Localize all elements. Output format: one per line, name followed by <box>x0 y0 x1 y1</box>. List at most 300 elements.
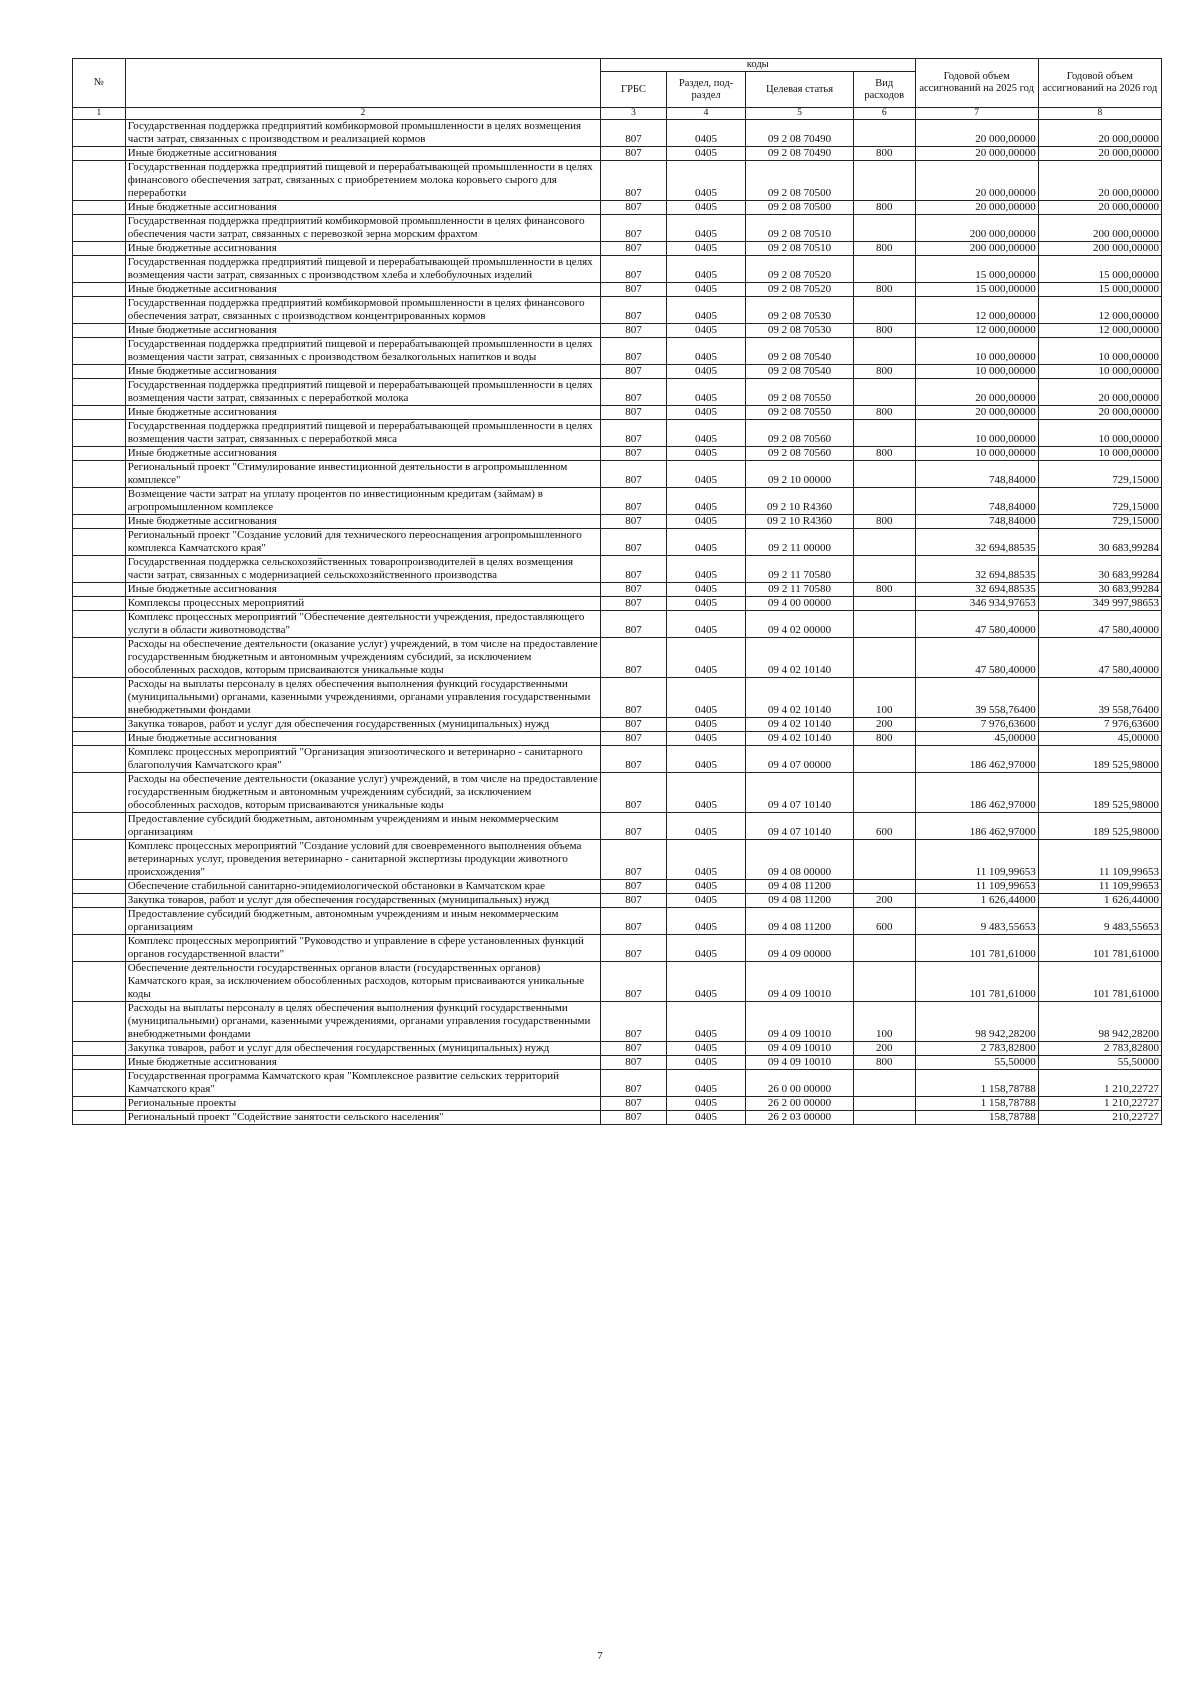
table-row <box>73 256 1162 283</box>
header-name <box>125 59 600 108</box>
cell-name: Иные бюджетные ассигнования <box>125 1056 600 1070</box>
cell-no <box>73 732 126 746</box>
cell-no <box>73 215 126 242</box>
cell-tselevaya: 09 4 02 10140 <box>746 678 854 718</box>
cell-vol-2025: 1 626,44000 <box>915 894 1038 908</box>
table-row <box>73 1042 1162 1056</box>
cell-name: Государственная поддержка предприятий комбикормовой промышленности в целях возмещения части затрат, связанных с производством и реализацией кормов <box>125 120 600 147</box>
cell-razdel: 0405 <box>666 201 745 215</box>
cell-vol-2025: 2 783,82800 <box>915 1042 1038 1056</box>
cell-tselevaya: 09 4 08 11200 <box>746 908 854 935</box>
table-row <box>73 583 1162 597</box>
cell-vid <box>853 962 915 1002</box>
cell-vid <box>853 1070 915 1097</box>
cell-no <box>73 678 126 718</box>
cell-vol-2026: 30 683,99284 <box>1038 583 1161 597</box>
cell-vid <box>853 379 915 406</box>
cell-no <box>73 894 126 908</box>
cell-vid <box>853 597 915 611</box>
cell-razdel: 0405 <box>666 120 745 147</box>
cell-no <box>73 556 126 583</box>
cell-name: Иные бюджетные ассигнования <box>125 201 600 215</box>
cell-tselevaya: 09 2 08 70510 <box>746 242 854 256</box>
cell-grbs: 807 <box>600 962 666 1002</box>
cell-razdel: 0405 <box>666 283 745 297</box>
cell-tselevaya: 09 4 02 10140 <box>746 718 854 732</box>
cell-no <box>73 935 126 962</box>
cell-no <box>73 1097 126 1111</box>
cell-vol-2026: 47 580,40000 <box>1038 611 1161 638</box>
cell-razdel: 0405 <box>666 746 745 773</box>
cell-grbs: 807 <box>600 556 666 583</box>
cell-vol-2025: 748,84000 <box>915 488 1038 515</box>
cell-grbs: 807 <box>600 461 666 488</box>
cell-razdel: 0405 <box>666 840 745 880</box>
cell-razdel: 0405 <box>666 556 745 583</box>
table-row <box>73 1070 1162 1097</box>
table-row <box>73 813 1162 840</box>
cell-no <box>73 908 126 935</box>
cell-name: Обеспечение стабильной санитарно-эпидемиологической обстановки в Камчатском крае <box>125 880 600 894</box>
cell-vol-2026: 15 000,00000 <box>1038 283 1161 297</box>
table-row <box>73 773 1162 813</box>
cell-vid: 600 <box>853 908 915 935</box>
cell-vol-2025: 98 942,28200 <box>915 1002 1038 1042</box>
cell-name: Закупка товаров, работ и услуг для обеспечения государственных (муниципальных) нужд <box>125 894 600 908</box>
cell-vid: 800 <box>853 515 915 529</box>
cell-tselevaya: 09 2 08 70510 <box>746 215 854 242</box>
cell-tselevaya: 09 4 02 00000 <box>746 611 854 638</box>
cell-no <box>73 201 126 215</box>
cell-vol-2026: 10 000,00000 <box>1038 338 1161 365</box>
cell-vol-2025: 39 558,76400 <box>915 678 1038 718</box>
table-row <box>73 718 1162 732</box>
cell-vid <box>853 880 915 894</box>
cell-vid <box>853 746 915 773</box>
table-row <box>73 488 1162 515</box>
cell-vid <box>853 488 915 515</box>
cell-vid: 800 <box>853 283 915 297</box>
cell-vol-2026: 30 683,99284 <box>1038 556 1161 583</box>
cell-grbs: 807 <box>600 488 666 515</box>
cell-vol-2026: 12 000,00000 <box>1038 297 1161 324</box>
cell-vol-2026: 210,22727 <box>1038 1111 1161 1125</box>
cell-grbs: 807 <box>600 201 666 215</box>
cell-grbs: 807 <box>600 215 666 242</box>
cell-vol-2026: 7 976,63600 <box>1038 718 1161 732</box>
cell-razdel: 0405 <box>666 515 745 529</box>
cell-grbs: 807 <box>600 773 666 813</box>
cell-razdel: 0405 <box>666 638 745 678</box>
cell-vol-2026: 20 000,00000 <box>1038 379 1161 406</box>
cell-vol-2026: 45,00000 <box>1038 732 1161 746</box>
cell-tselevaya: 09 2 08 70530 <box>746 297 854 324</box>
table-row <box>73 147 1162 161</box>
cell-razdel: 0405 <box>666 379 745 406</box>
cell-no <box>73 256 126 283</box>
colnum-3: 3 <box>600 108 666 120</box>
cell-vol-2025: 346 934,97653 <box>915 597 1038 611</box>
cell-no <box>73 297 126 324</box>
cell-name: Закупка товаров, работ и услуг для обеспечения государственных (муниципальных) нужд <box>125 718 600 732</box>
cell-vid <box>853 529 915 556</box>
colnum-1: 1 <box>73 108 126 120</box>
cell-razdel: 0405 <box>666 406 745 420</box>
cell-name: Региональный проект "Создание условий для технического переоснащения агропромышленного комплекса Камчатского края" <box>125 529 600 556</box>
cell-no <box>73 420 126 447</box>
cell-vid: 800 <box>853 732 915 746</box>
colnum-2: 2 <box>125 108 600 120</box>
cell-razdel: 0405 <box>666 597 745 611</box>
cell-tselevaya: 09 2 08 70560 <box>746 420 854 447</box>
cell-vol-2025: 32 694,88535 <box>915 529 1038 556</box>
cell-no <box>73 529 126 556</box>
cell-no <box>73 324 126 338</box>
cell-vol-2025: 12 000,00000 <box>915 297 1038 324</box>
cell-vol-2025: 1 158,78788 <box>915 1097 1038 1111</box>
cell-vol-2025: 10 000,00000 <box>915 365 1038 379</box>
cell-no <box>73 147 126 161</box>
cell-name: Иные бюджетные ассигнования <box>125 283 600 297</box>
cell-razdel: 0405 <box>666 935 745 962</box>
cell-grbs: 807 <box>600 242 666 256</box>
cell-vol-2025: 101 781,61000 <box>915 962 1038 1002</box>
cell-no <box>73 161 126 201</box>
cell-no <box>73 611 126 638</box>
cell-vid: 800 <box>853 583 915 597</box>
cell-grbs: 807 <box>600 447 666 461</box>
cell-name: Иные бюджетные ассигнования <box>125 583 600 597</box>
cell-tselevaya: 09 2 08 70520 <box>746 283 854 297</box>
cell-tselevaya: 09 4 07 00000 <box>746 746 854 773</box>
cell-vol-2025: 32 694,88535 <box>915 556 1038 583</box>
cell-name: Иные бюджетные ассигнования <box>125 147 600 161</box>
cell-razdel: 0405 <box>666 611 745 638</box>
colnum-8: 8 <box>1038 108 1161 120</box>
cell-name: Региональный проект "Стимулирование инвестиционной деятельности в агропромышленном комплексе" <box>125 461 600 488</box>
cell-vid: 100 <box>853 678 915 718</box>
cell-vol-2025: 748,84000 <box>915 461 1038 488</box>
cell-vol-2026: 729,15000 <box>1038 515 1161 529</box>
cell-no <box>73 880 126 894</box>
cell-name: Возмещение части затрат на уплату процентов по инвестиционным кредитам (займам) в агропромышленном комплексе <box>125 488 600 515</box>
cell-vid: 800 <box>853 447 915 461</box>
cell-grbs: 807 <box>600 283 666 297</box>
cell-razdel: 0405 <box>666 678 745 718</box>
cell-vol-2025: 55,50000 <box>915 1056 1038 1070</box>
cell-razdel: 0405 <box>666 773 745 813</box>
cell-name: Иные бюджетные ассигнования <box>125 365 600 379</box>
cell-vol-2026: 1 210,22727 <box>1038 1097 1161 1111</box>
cell-vol-2025: 20 000,00000 <box>915 161 1038 201</box>
cell-vol-2026: 1 626,44000 <box>1038 894 1161 908</box>
cell-vid: 800 <box>853 242 915 256</box>
cell-vol-2026: 20 000,00000 <box>1038 120 1161 147</box>
table-row <box>73 447 1162 461</box>
cell-razdel: 0405 <box>666 215 745 242</box>
cell-razdel: 0405 <box>666 324 745 338</box>
cell-tselevaya: 09 2 11 70580 <box>746 583 854 597</box>
cell-vid <box>853 840 915 880</box>
cell-name: Государственная поддержка предприятий пищевой и перерабатывающей промышленности в целях возмещения части затрат, связанных с переработкой молока <box>125 379 600 406</box>
cell-name: Предоставление субсидий бюджетным, автономным учреждениям и иным некоммерческим организациям <box>125 908 600 935</box>
cell-name: Расходы на выплаты персоналу в целях обеспечения выполнения функций государственными (муниципальными) органами, казенными учреждениями, органами управления государственными внебюджетными фондами <box>125 1002 600 1042</box>
table-row <box>73 840 1162 880</box>
cell-tselevaya: 09 2 08 70490 <box>746 120 854 147</box>
cell-razdel: 0405 <box>666 461 745 488</box>
cell-vid <box>853 1111 915 1125</box>
cell-vid <box>853 256 915 283</box>
table-row <box>73 746 1162 773</box>
cell-tselevaya: 09 4 08 11200 <box>746 894 854 908</box>
table-row <box>73 461 1162 488</box>
cell-tselevaya: 09 2 10 R4360 <box>746 488 854 515</box>
cell-name: Расходы на выплаты персоналу в целях обеспечения выполнения функций государственными (муниципальными) органами, казенными учреждениями, органами управления государственными внебюджетными фондами <box>125 678 600 718</box>
cell-grbs: 807 <box>600 338 666 365</box>
cell-no <box>73 338 126 365</box>
cell-no <box>73 120 126 147</box>
table-row <box>73 611 1162 638</box>
cell-vol-2026: 189 525,98000 <box>1038 773 1161 813</box>
cell-grbs: 807 <box>600 297 666 324</box>
cell-vol-2026: 47 580,40000 <box>1038 638 1161 678</box>
header-vol-2026: Годовой объем ассигнований на 2026 год <box>1038 59 1161 108</box>
table-row <box>73 297 1162 324</box>
cell-vol-2026: 1 210,22727 <box>1038 1070 1161 1097</box>
cell-vol-2026: 11 109,99653 <box>1038 840 1161 880</box>
cell-no <box>73 1070 126 1097</box>
cell-razdel: 0405 <box>666 908 745 935</box>
cell-vol-2026: 200 000,00000 <box>1038 242 1161 256</box>
cell-razdel: 0405 <box>666 529 745 556</box>
cell-grbs: 807 <box>600 611 666 638</box>
table-row <box>73 597 1162 611</box>
cell-tselevaya: 09 2 08 70490 <box>746 147 854 161</box>
cell-vol-2025: 20 000,00000 <box>915 147 1038 161</box>
cell-razdel: 0405 <box>666 1097 745 1111</box>
cell-vid: 800 <box>853 365 915 379</box>
cell-grbs: 807 <box>600 324 666 338</box>
cell-grbs: 807 <box>600 529 666 556</box>
table-row <box>73 379 1162 406</box>
header-vol-2025: Годовой объем ассигнований на 2025 год <box>915 59 1038 108</box>
cell-grbs: 807 <box>600 746 666 773</box>
cell-vol-2025: 10 000,00000 <box>915 420 1038 447</box>
cell-vol-2026: 101 781,61000 <box>1038 962 1161 1002</box>
table-row <box>73 908 1162 935</box>
cell-vol-2025: 1 158,78788 <box>915 1070 1038 1097</box>
cell-no <box>73 379 126 406</box>
cell-tselevaya: 09 2 11 00000 <box>746 529 854 556</box>
cell-vol-2026: 20 000,00000 <box>1038 406 1161 420</box>
cell-grbs: 807 <box>600 1111 666 1125</box>
cell-razdel: 0405 <box>666 894 745 908</box>
table-row <box>73 678 1162 718</box>
cell-tselevaya: 09 2 08 70530 <box>746 324 854 338</box>
cell-vid <box>853 1097 915 1111</box>
cell-vol-2026: 10 000,00000 <box>1038 365 1161 379</box>
cell-vol-2025: 748,84000 <box>915 515 1038 529</box>
cell-razdel: 0405 <box>666 1111 745 1125</box>
cell-vol-2025: 20 000,00000 <box>915 406 1038 420</box>
cell-tselevaya: 09 2 08 70550 <box>746 406 854 420</box>
cell-vol-2026: 10 000,00000 <box>1038 420 1161 447</box>
cell-grbs: 807 <box>600 732 666 746</box>
cell-razdel: 0405 <box>666 338 745 365</box>
table-row <box>73 556 1162 583</box>
table-row <box>73 120 1162 147</box>
cell-vid <box>853 461 915 488</box>
cell-no <box>73 962 126 1002</box>
cell-vid <box>853 935 915 962</box>
cell-vol-2026: 729,15000 <box>1038 461 1161 488</box>
cell-tselevaya: 09 2 08 70500 <box>746 201 854 215</box>
table-row <box>73 242 1162 256</box>
cell-tselevaya: 09 4 08 11200 <box>746 880 854 894</box>
cell-tselevaya: 09 2 08 70500 <box>746 161 854 201</box>
cell-vol-2025: 15 000,00000 <box>915 256 1038 283</box>
cell-vol-2026: 20 000,00000 <box>1038 161 1161 201</box>
cell-vol-2026: 189 525,98000 <box>1038 746 1161 773</box>
cell-name: Государственная поддержка предприятий комбикормовой промышленности в целях финансового обеспечения части затрат, связанных с перевозкой зерна морским фрахтом <box>125 215 600 242</box>
table-row <box>73 1111 1162 1125</box>
cell-no <box>73 813 126 840</box>
cell-razdel: 0405 <box>666 161 745 201</box>
cell-grbs: 807 <box>600 379 666 406</box>
cell-no <box>73 1111 126 1125</box>
table-row <box>73 894 1162 908</box>
cell-no <box>73 515 126 529</box>
cell-grbs: 807 <box>600 420 666 447</box>
cell-vid: 800 <box>853 1056 915 1070</box>
cell-no <box>73 283 126 297</box>
cell-vol-2025: 7 976,63600 <box>915 718 1038 732</box>
cell-vol-2025: 47 580,40000 <box>915 611 1038 638</box>
cell-name: Комплекс процессных мероприятий "Создание условий для своевременного выполнения объема ветеринарных услуг, проведения ветеринарно - санитарной экспертизы продукции животного происхождения" <box>125 840 600 880</box>
cell-vol-2025: 20 000,00000 <box>915 379 1038 406</box>
cell-grbs: 807 <box>600 908 666 935</box>
cell-vid: 800 <box>853 201 915 215</box>
cell-grbs: 807 <box>600 678 666 718</box>
cell-no <box>73 840 126 880</box>
cell-name: Государственная поддержка предприятий пищевой и перерабатывающей промышленности в целях возмещения части затрат, связанных с производством хлеба и хлебобулочных изделий <box>125 256 600 283</box>
cell-vol-2026: 101 781,61000 <box>1038 935 1161 962</box>
cell-grbs: 807 <box>600 1056 666 1070</box>
cell-tselevaya: 09 2 08 70540 <box>746 365 854 379</box>
cell-name: Закупка товаров, работ и услуг для обеспечения государственных (муниципальных) нужд <box>125 1042 600 1056</box>
cell-no <box>73 1042 126 1056</box>
cell-vid <box>853 338 915 365</box>
table-row <box>73 1056 1162 1070</box>
cell-no <box>73 406 126 420</box>
cell-tselevaya: 09 2 11 70580 <box>746 556 854 583</box>
cell-tselevaya: 09 4 09 10010 <box>746 962 854 1002</box>
cell-no <box>73 488 126 515</box>
header-razdel: Раздел, под-раздел <box>666 72 745 108</box>
colnum-5: 5 <box>746 108 854 120</box>
cell-vid <box>853 638 915 678</box>
cell-vol-2025: 200 000,00000 <box>915 215 1038 242</box>
cell-vid <box>853 161 915 201</box>
cell-razdel: 0405 <box>666 1056 745 1070</box>
cell-vol-2026: 30 683,99284 <box>1038 529 1161 556</box>
cell-vid: 200 <box>853 1042 915 1056</box>
cell-vol-2025: 9 483,55653 <box>915 908 1038 935</box>
cell-vid: 800 <box>853 324 915 338</box>
table-row <box>73 283 1162 297</box>
cell-vol-2025: 47 580,40000 <box>915 638 1038 678</box>
cell-name: Государственная поддержка сельскохозяйственных товаропроизводителей в целях возмещения части затрат, связанных с модернизацией сельскохозяйственного производства <box>125 556 600 583</box>
cell-no <box>73 461 126 488</box>
cell-grbs: 807 <box>600 813 666 840</box>
cell-grbs: 807 <box>600 1070 666 1097</box>
page-number: 7 <box>597 1650 603 1662</box>
header-vid: Вид расходов <box>853 72 915 108</box>
cell-vol-2025: 11 109,99653 <box>915 880 1038 894</box>
cell-tselevaya: 09 2 10 00000 <box>746 461 854 488</box>
cell-tselevaya: 26 2 03 00000 <box>746 1111 854 1125</box>
cell-name: Государственная программа Камчатского края "Комплексное развитие сельских территорий Камчатского края" <box>125 1070 600 1097</box>
table-row <box>73 201 1162 215</box>
cell-razdel: 0405 <box>666 962 745 1002</box>
cell-tselevaya: 09 4 02 10140 <box>746 732 854 746</box>
colnum-4: 4 <box>666 108 745 120</box>
cell-tselevaya: 09 2 10 R4360 <box>746 515 854 529</box>
cell-razdel: 0405 <box>666 488 745 515</box>
cell-vid: 800 <box>853 147 915 161</box>
cell-name: Государственная поддержка предприятий комбикормовой промышленности в целях финансового обеспечения затрат, связанных с производством концентрированных кормов <box>125 297 600 324</box>
cell-grbs: 807 <box>600 638 666 678</box>
cell-vol-2025: 186 462,97000 <box>915 773 1038 813</box>
cell-no <box>73 638 126 678</box>
cell-vid <box>853 773 915 813</box>
table-row <box>73 324 1162 338</box>
table-row <box>73 935 1162 962</box>
colnum-7: 7 <box>915 108 1038 120</box>
table-row <box>73 880 1162 894</box>
cell-razdel: 0405 <box>666 1070 745 1097</box>
table-row <box>73 1097 1162 1111</box>
table-row <box>73 529 1162 556</box>
cell-tselevaya: 26 0 00 00000 <box>746 1070 854 1097</box>
header-grbs: ГРБС <box>600 72 666 108</box>
cell-no <box>73 242 126 256</box>
cell-vol-2025: 15 000,00000 <box>915 283 1038 297</box>
cell-grbs: 807 <box>600 161 666 201</box>
cell-vol-2025: 186 462,97000 <box>915 813 1038 840</box>
cell-vol-2025: 11 109,99653 <box>915 840 1038 880</box>
cell-razdel: 0405 <box>666 813 745 840</box>
table-body <box>73 120 1162 1125</box>
cell-razdel: 0405 <box>666 365 745 379</box>
cell-vol-2026: 98 942,28200 <box>1038 1002 1161 1042</box>
cell-vid <box>853 120 915 147</box>
cell-vid <box>853 420 915 447</box>
table-header <box>73 59 1162 120</box>
cell-razdel: 0405 <box>666 420 745 447</box>
cell-vol-2025: 186 462,97000 <box>915 746 1038 773</box>
cell-razdel: 0405 <box>666 1002 745 1042</box>
cell-tselevaya: 09 2 08 70560 <box>746 447 854 461</box>
cell-vol-2026: 39 558,76400 <box>1038 678 1161 718</box>
cell-grbs: 807 <box>600 1097 666 1111</box>
cell-name: Комплексы процессных мероприятий <box>125 597 600 611</box>
cell-vid <box>853 611 915 638</box>
cell-grbs: 807 <box>600 583 666 597</box>
cell-name: Иные бюджетные ассигнования <box>125 447 600 461</box>
cell-vol-2026: 12 000,00000 <box>1038 324 1161 338</box>
cell-vol-2026: 20 000,00000 <box>1038 147 1161 161</box>
